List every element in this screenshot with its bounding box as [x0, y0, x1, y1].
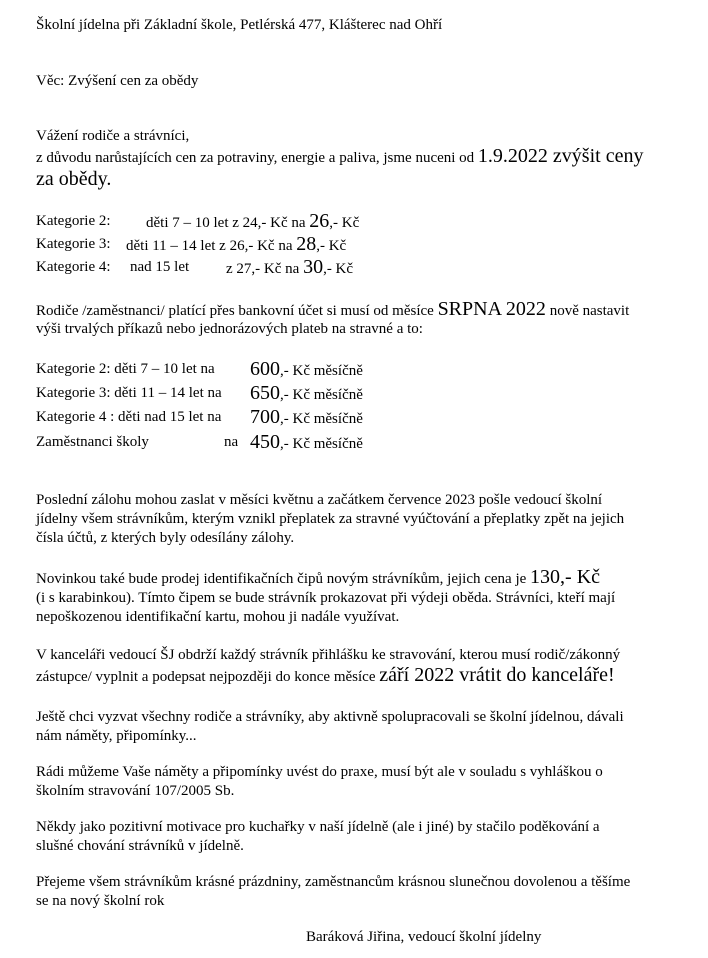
category-age — [146, 212, 359, 233]
price-suffix: ,- Kč — [329, 215, 360, 231]
motivation-line-2: slušné chování strávníků v jídelně. — [36, 838, 244, 854]
wishes-line-1: Přejeme všem strávníkům krásné prázdniny, zaměstnancům krásnou slunečnou dovolenou a těšíme — [36, 874, 631, 890]
category-label: Kategorie 4: — [36, 259, 111, 275]
monthly-price-item — [36, 406, 363, 428]
monthly-suffix: ,- Kč měsíčně — [280, 411, 363, 427]
monthly-price-item — [36, 358, 363, 380]
chips-text: Novinkou také bude prodej identifikačních čipů novým strávníkům, jejich cena je — [36, 571, 531, 587]
chips-line-3: nepoškozenou identifikační kartu, mohou ji nadále využívat. — [36, 609, 400, 625]
bank-month-highlight: SRPNA 2022 — [437, 298, 546, 320]
price-suffix: ,- Kč — [316, 238, 347, 254]
daily-price-item — [36, 256, 354, 278]
intro-line-2: za obědy. — [36, 168, 112, 190]
monthly-price-item — [36, 382, 363, 404]
wishes-line-2: se na nový školní rok — [36, 893, 165, 909]
ideas-line-2: školním stravování 107/2005 Sb. — [36, 783, 235, 799]
office-line-1: V kanceláři vedoucí ŠJ obdrží každý strávník přihlášku ke stravování, kterou musí rodič/zákonný — [36, 647, 621, 663]
monthly-price-item — [36, 431, 363, 453]
monthly-amount: 600 — [250, 358, 280, 380]
greeting: Vážení rodiče a strávníci, — [36, 128, 190, 144]
signature: Baráková Jiřina, vedoucí školní jídelny — [306, 929, 542, 945]
category-age — [226, 258, 353, 279]
monthly-label: Zaměstnanci školy — [36, 434, 149, 450]
monthly-amount: 650 — [250, 382, 280, 404]
monthly-suffix: ,- Kč měsíčně — [280, 363, 363, 379]
school-header: Školní jídelna při Základní škole, Petlérská 477, Klášterec nad Ohří — [36, 17, 443, 33]
intro-date-highlight: 1.9.2022 zvýšit ceny — [477, 145, 644, 167]
category-age-text: nad 15 let — [130, 259, 190, 275]
category-label: Kategorie 2: — [36, 213, 111, 229]
call-line-1: Ještě chci vyzvat všechny rodiče a strávníky, aby aktivně spolupracovali se školní jídelnou, dávali — [36, 709, 624, 725]
monthly-amount: 700 — [250, 406, 280, 428]
new-price: 28 — [296, 233, 317, 255]
intro-text: z důvodu narůstajících cen za potraviny, energie a paliva, jsme nuceni od — [36, 150, 478, 166]
bank-text: Rodiče /zaměstnanci/ platící přes bankovní účet si musí od měsíce — [36, 303, 438, 319]
call-line-2: nám náměty, připomínky... — [36, 728, 197, 744]
new-price: 26 — [309, 210, 330, 232]
monthly-suffix: ,- Kč měsíčně — [280, 387, 363, 403]
bank-line-2: výši trvalých příkazů nebo jednorázových plateb na stravné a to: — [36, 321, 423, 337]
ideas-line-1: Rádi můžeme Vaše náměty a připomínky uvést do praxe, musí být ale v souladu s vyhláškou o — [36, 764, 603, 780]
monthly-amount: 450 — [250, 431, 280, 453]
category-age — [126, 235, 346, 256]
category-age-text-2: z 27,- Kč na — [226, 261, 304, 277]
motivation-line-1: Někdy jako pozitivní motivace pro kuchařky v naší jídelně (ale i jiné) by stačilo poděkování a — [36, 819, 600, 835]
daily-price-item — [36, 233, 347, 255]
category-label: Kategorie 3: — [36, 236, 111, 252]
deadline-highlight: září 2022 vrátit do kanceláře! — [379, 664, 615, 686]
deposit-line-2: jídelny všem strávníkům, kterým vznikl přeplatek za stravné vyúčtování a přeplatky zpět na jejich — [36, 511, 625, 527]
daily-price-item — [36, 210, 360, 232]
monthly-label: Kategorie 4 : děti nad 15 let na — [36, 409, 222, 425]
category-age-text: děti 7 – 10 let z 24,- Kč na — [146, 215, 310, 231]
monthly-amount-group — [250, 408, 363, 429]
category-age-text: děti 11 – 14 let z 26,- Kč na — [126, 238, 297, 254]
bank-line-1 — [36, 300, 629, 321]
chip-price-highlight: 130,- Kč — [530, 566, 601, 588]
monthly-amount-group — [250, 433, 363, 454]
monthly-label: Kategorie 3: děti 11 – 14 let na — [36, 385, 222, 401]
monthly-amount-group — [250, 360, 363, 381]
monthly-label-2: na — [224, 434, 239, 450]
monthly-suffix: ,- Kč měsíčně — [280, 436, 363, 452]
intro-line-1 — [36, 147, 643, 168]
office-text: zástupce/ vyplnit a podepsat nejpozději do konce měsíce — [36, 669, 380, 685]
subject-line: Věc: Zvýšení cen za obědy — [36, 73, 199, 89]
monthly-amount-group — [250, 384, 363, 405]
bank-text-end: nově nastavit — [545, 303, 630, 319]
monthly-label: Kategorie 2: děti 7 – 10 let na — [36, 361, 215, 377]
office-line-2 — [36, 666, 615, 687]
price-suffix: ,- Kč — [323, 261, 354, 277]
deposit-line-3: čísla účtů, z kterých byly odesílány zálohy. — [36, 530, 295, 546]
new-price: 30 — [303, 256, 324, 278]
deposit-line-1: Poslední zálohu mohou zaslat v měsíci květnu a začátkem července 2023 pošle vedoucí školní — [36, 492, 603, 508]
chips-line-2: (i s karabinkou). Tímto čipem se bude strávník prokazovat při výdeji oběda. Strávníci, kteří mají — [36, 590, 616, 606]
chips-line-1 — [36, 568, 600, 589]
